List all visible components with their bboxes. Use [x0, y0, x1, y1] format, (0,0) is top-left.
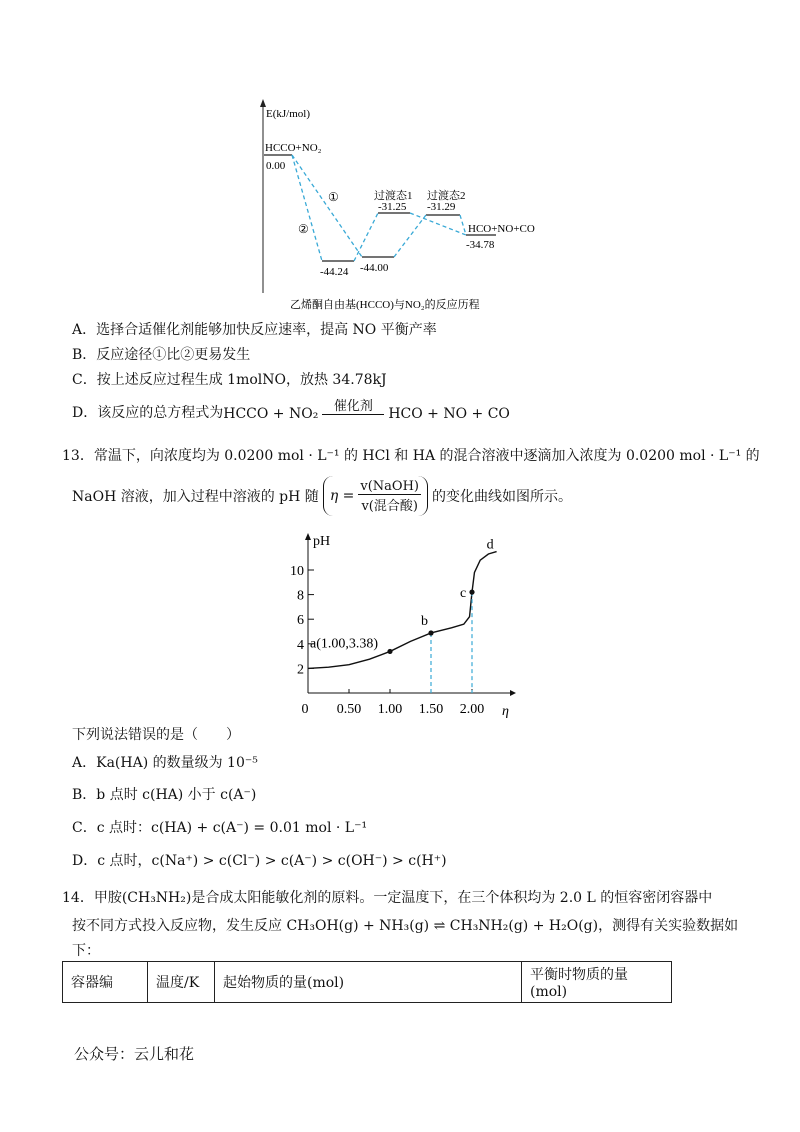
- q12-option-c: C．按上述反应过程生成 1molNO，放热 34.78kJ: [72, 372, 387, 388]
- fraction-denominator: v(混合酸): [361, 498, 418, 514]
- data-point: [469, 590, 474, 595]
- q13-stem-line1: 13．常温下，向浓度均为 0.0200 mol · L⁻¹ 的 HCl 和 HA 的混合溶液中逐滴加入浓度为 0.0200 mol · L⁻¹ 的: [62, 448, 760, 464]
- reaction-left: HCCO + NO₂: [223, 406, 319, 422]
- eta-expr: η =: [329, 488, 355, 504]
- path1-segment: [292, 155, 362, 257]
- q13-option-b: B．b 点时 c(HA) 小于 c(A⁻): [72, 787, 257, 803]
- data-point: [387, 649, 392, 654]
- q13-stem-line2: [72, 476, 572, 516]
- q12-option-b: B．反应途径①比②更易发生: [72, 347, 251, 363]
- path-segment: [410, 213, 466, 235]
- energy-axis-arrow: [260, 99, 266, 107]
- x-axis-arrow: [510, 690, 516, 696]
- x-tick-label: 0: [301, 702, 309, 717]
- y-tick-label: 8: [297, 588, 304, 604]
- data-point: [428, 630, 433, 635]
- y-axis-arrow: [305, 533, 311, 540]
- q13-question: 下列说法错误的是（ ）: [72, 727, 240, 743]
- footer-account: 公众号：云儿和花: [74, 1045, 195, 1063]
- path2-label: ②: [298, 222, 309, 236]
- start-energy: 0.00: [266, 160, 286, 172]
- ts2-label: 过渡态2: [427, 190, 466, 202]
- q12-option-d: [72, 400, 510, 422]
- catalyst-label: 催化剂: [333, 399, 373, 414]
- table-header-cell: 容器编: [63, 962, 148, 1003]
- table-header-cell: 温度/K: [148, 962, 215, 1003]
- q14-line3: 下：: [72, 943, 100, 959]
- path-segment: [394, 215, 426, 257]
- x-tick-label: 0.50: [336, 702, 362, 717]
- product-energy: -34.78: [466, 239, 495, 251]
- fraction-numerator: v(NaOH): [360, 478, 419, 494]
- point-label: a(1.00,3.38): [310, 636, 379, 652]
- y-axis-label: pH: [313, 534, 331, 549]
- catalyst-arrow: [322, 400, 384, 422]
- ts2-energy: -31.29: [427, 201, 456, 213]
- product-species: HCO+NO+CO: [468, 223, 535, 235]
- reaction-right: HCO + NO + CO: [388, 406, 510, 422]
- x-tick-label: 1.50: [418, 702, 444, 717]
- y-tick-label: 4: [297, 637, 304, 653]
- table-header-row: [63, 962, 672, 1003]
- q13-option-c: C．c 点时：c(HA) + c(A⁻) = 0.01 mol · L⁻¹: [72, 820, 368, 836]
- path-segment: [354, 213, 378, 261]
- ph-titration-chart: [280, 528, 520, 723]
- x-tick-label: 1.00: [377, 702, 403, 717]
- point-label: d: [486, 537, 494, 553]
- point-label: b: [421, 613, 428, 629]
- q13-option-d: D．c 点时，c(Na⁺) > c(Cl⁻) > c(A⁻) > c(OH⁻) > c(H⁺): [72, 853, 447, 869]
- option-d-prefix: D．该反应的总方程式为: [72, 405, 224, 421]
- table-header-cell: 平衡时物质的量(mol): [522, 962, 672, 1003]
- ts1-label: 过渡态1: [374, 190, 413, 202]
- min2-energy: -44.24: [320, 266, 349, 278]
- reaction-line: [322, 414, 384, 415]
- stem-suffix: 的变化曲线如图所示。: [432, 489, 572, 505]
- experiment-table: [62, 961, 672, 1003]
- q13-option-a: A．Ka(HA) 的数量级为 10⁻⁵: [72, 755, 258, 771]
- y-tick-label: 6: [297, 613, 304, 629]
- point-label: c: [460, 586, 467, 602]
- y-tick-label: 10: [290, 564, 304, 579]
- start-species: HCCO+NO₂: [265, 142, 322, 154]
- fraction: [358, 479, 421, 514]
- q12-option-a: A．选择合适催化剂能够加快反应速率，提高 NO 平衡产率: [72, 322, 437, 338]
- diagram-caption: 乙烯酮自由基(HCCO)与NO₂的反应历程: [290, 299, 480, 311]
- path1-label: ①: [328, 190, 339, 204]
- energy-axis-label: E(kJ/mol): [266, 108, 310, 120]
- y-tick-label: 2: [297, 662, 304, 678]
- table-header-cell: 起始物质的量(mol): [215, 962, 522, 1003]
- path-segment: [460, 215, 466, 235]
- ts1-energy: -31.25: [378, 201, 407, 213]
- path2-segment: [292, 155, 322, 261]
- q14-line1: 14．甲胺(CH₃NH₂)是合成太阳能敏化剂的原料。一定温度下，在三个体积均为 2.0 L 的恒容密闭容器中: [62, 890, 713, 906]
- eta-fraction: [323, 476, 428, 516]
- energy-profile-diagram: [240, 95, 570, 320]
- x-tick-label: 2.00: [459, 702, 485, 717]
- x-axis-label: η: [502, 704, 509, 719]
- q14-line2: 按不同方式投入反应物，发生反应 CH₃OH(g) + NH₃(g) ⇌ CH₃NH₂(g) + H₂O(g)，测得有关实验数据如: [72, 918, 739, 934]
- stem-prefix: NaOH 溶液，加入过程中溶液的 pH 随: [72, 489, 319, 505]
- min1-energy: -44.00: [360, 262, 389, 274]
